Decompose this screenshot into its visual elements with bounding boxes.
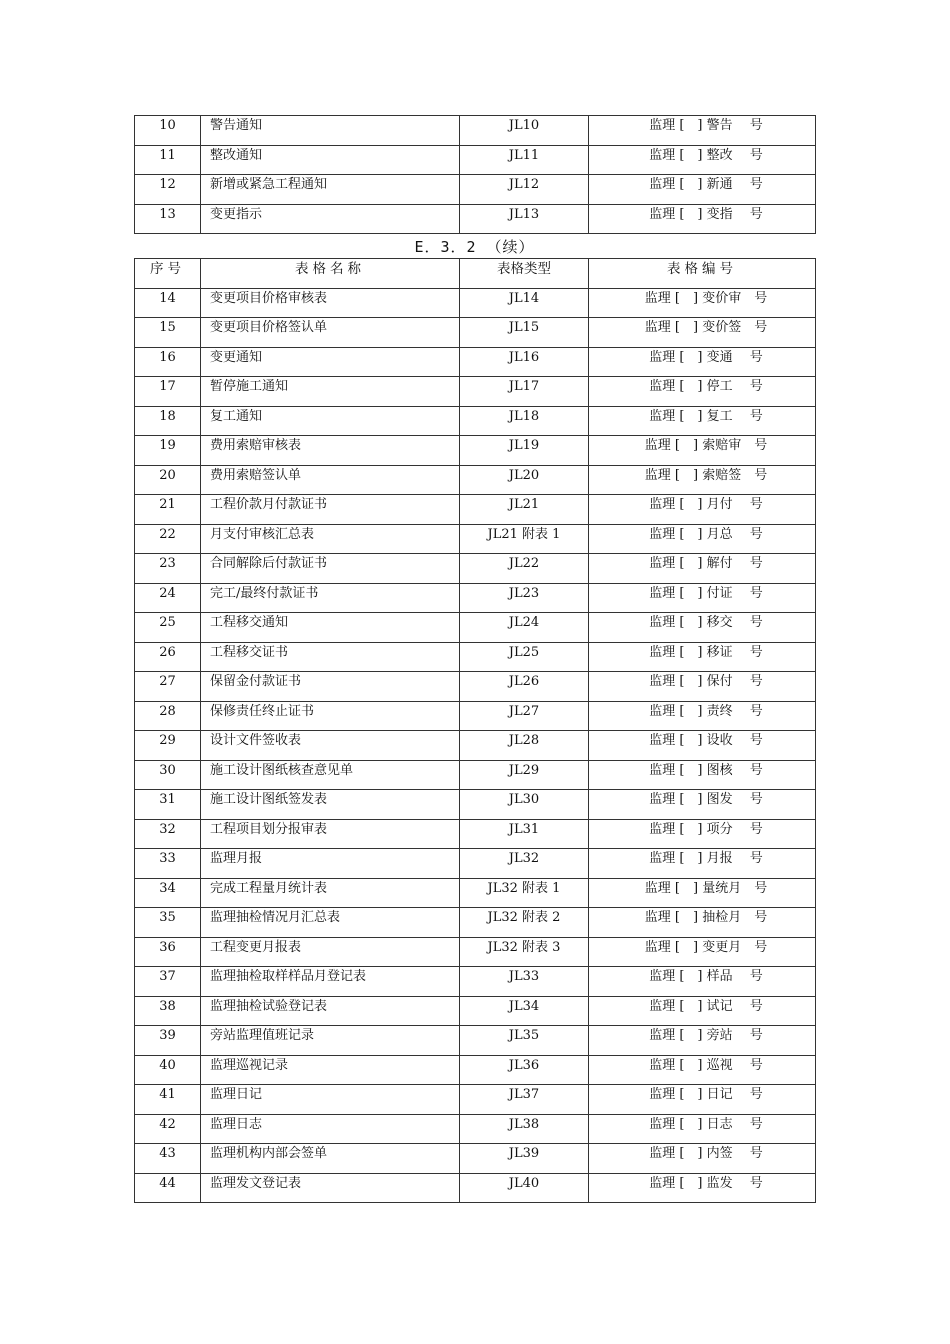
form-name: 费用索赔签认单 <box>201 465 460 495</box>
row-number: 31 <box>135 790 201 820</box>
row-number: 22 <box>135 524 201 554</box>
row-number: 23 <box>135 554 201 584</box>
table-row <box>135 116 816 146</box>
form-code: 监理 [ ] 旁站 号 <box>589 1026 816 1056</box>
form-type: JL27 <box>460 701 589 731</box>
form-type: JL24 <box>460 613 589 643</box>
form-type: JL30 <box>460 790 589 820</box>
table-row <box>135 701 816 731</box>
form-type: JL25 <box>460 642 589 672</box>
form-code: 监理 [ ] 月报 号 <box>589 849 816 879</box>
form-type: JL32 <box>460 849 589 879</box>
form-code: 监理 [ ] 月总 号 <box>589 524 816 554</box>
row-number: 33 <box>135 849 201 879</box>
form-code: 监理 [ ] 整改 号 <box>589 145 816 175</box>
row-number: 17 <box>135 377 201 407</box>
form-name: 监理月报 <box>201 849 460 879</box>
form-code: 监理 [ ] 图核 号 <box>589 760 816 790</box>
row-number: 13 <box>135 204 201 234</box>
form-code: 监理 [ ] 索赔签 号 <box>589 465 816 495</box>
form-type: JL10 <box>460 116 589 146</box>
row-number: 18 <box>135 406 201 436</box>
table-row <box>135 288 816 318</box>
form-type: JL20 <box>460 465 589 495</box>
form-type: JL11 <box>460 145 589 175</box>
table-caption: E．3．2 （续） <box>414 238 535 256</box>
form-type: JL19 <box>460 436 589 466</box>
form-code: 监理 [ ] 变价审 号 <box>589 288 816 318</box>
form-type: JL32 附表 3 <box>460 937 589 967</box>
form-type: JL40 <box>460 1173 589 1203</box>
form-name: 保修责任终止证书 <box>201 701 460 731</box>
forms-table-part1 <box>134 115 816 234</box>
table-row <box>135 583 816 613</box>
form-type: JL14 <box>460 288 589 318</box>
row-number: 20 <box>135 465 201 495</box>
form-type: JL13 <box>460 204 589 234</box>
form-code: 监理 [ ] 警告 号 <box>589 116 816 146</box>
form-type: JL21 附表 1 <box>460 524 589 554</box>
table-row <box>135 996 816 1026</box>
row-number: 24 <box>135 583 201 613</box>
table-row <box>135 495 816 525</box>
form-code: 监理 [ ] 新通 号 <box>589 175 816 205</box>
row-number: 42 <box>135 1114 201 1144</box>
form-type: JL33 <box>460 967 589 997</box>
form-code: 监理 [ ] 索赔审 号 <box>589 436 816 466</box>
form-name: 工程项目划分报审表 <box>201 819 460 849</box>
header-type: 表格类型 <box>460 259 589 289</box>
form-type: JL15 <box>460 318 589 348</box>
table-row <box>135 465 816 495</box>
form-type: JL18 <box>460 406 589 436</box>
table-row <box>135 406 816 436</box>
form-code: 监理 [ ] 月付 号 <box>589 495 816 525</box>
form-name: 设计文件签收表 <box>201 731 460 761</box>
table-row <box>135 878 816 908</box>
row-number: 19 <box>135 436 201 466</box>
form-name: 保留金付款证书 <box>201 672 460 702</box>
form-type: JL12 <box>460 175 589 205</box>
row-number: 14 <box>135 288 201 318</box>
table-row <box>135 318 816 348</box>
header-name: 表格名称 <box>201 259 460 289</box>
form-name: 变更项目价格审核表 <box>201 288 460 318</box>
row-number: 29 <box>135 731 201 761</box>
form-name: 完成工程量月统计表 <box>201 878 460 908</box>
header-code: 表格编号 <box>589 259 816 289</box>
form-code: 监理 [ ] 日记 号 <box>589 1085 816 1115</box>
table-row <box>135 849 816 879</box>
row-number: 12 <box>135 175 201 205</box>
form-name: 监理抽检情况月汇总表 <box>201 908 460 938</box>
form-code: 监理 [ ] 监发 号 <box>589 1173 816 1203</box>
row-number: 39 <box>135 1026 201 1056</box>
form-type: JL28 <box>460 731 589 761</box>
table-row <box>135 790 816 820</box>
row-number: 26 <box>135 642 201 672</box>
table-row <box>135 908 816 938</box>
table-row <box>135 204 816 234</box>
row-number: 38 <box>135 996 201 1026</box>
form-name: 完工/最终付款证书 <box>201 583 460 613</box>
form-code: 监理 [ ] 项分 号 <box>589 819 816 849</box>
form-code: 监理 [ ] 抽检月 号 <box>589 908 816 938</box>
forms-table-part1-body <box>135 116 816 234</box>
form-type: JL26 <box>460 672 589 702</box>
form-code: 监理 [ ] 移证 号 <box>589 642 816 672</box>
form-type: JL16 <box>460 347 589 377</box>
form-code: 监理 [ ] 变通 号 <box>589 347 816 377</box>
row-number: 36 <box>135 937 201 967</box>
form-name: 变更指示 <box>201 204 460 234</box>
form-type: JL23 <box>460 583 589 613</box>
row-number: 35 <box>135 908 201 938</box>
form-name: 旁站监理值班记录 <box>201 1026 460 1056</box>
form-code: 监理 [ ] 设收 号 <box>589 731 816 761</box>
form-name: 施工设计图纸签发表 <box>201 790 460 820</box>
form-name: 监理巡视记录 <box>201 1055 460 1085</box>
form-code: 监理 [ ] 变指 号 <box>589 204 816 234</box>
table-row <box>135 377 816 407</box>
table-row <box>135 145 816 175</box>
table-row <box>135 937 816 967</box>
form-name: 工程移交通知 <box>201 613 460 643</box>
form-code: 监理 [ ] 量统月 号 <box>589 878 816 908</box>
row-number: 28 <box>135 701 201 731</box>
form-type: JL37 <box>460 1085 589 1115</box>
form-code: 监理 [ ] 责终 号 <box>589 701 816 731</box>
form-name: 监理抽检试验登记表 <box>201 996 460 1026</box>
form-code: 监理 [ ] 样品 号 <box>589 967 816 997</box>
form-type: JL39 <box>460 1144 589 1174</box>
form-name: 警告通知 <box>201 116 460 146</box>
form-type: JL36 <box>460 1055 589 1085</box>
row-number: 11 <box>135 145 201 175</box>
form-type: JL29 <box>460 760 589 790</box>
form-name: 监理机构内部会签单 <box>201 1144 460 1174</box>
table-row <box>135 672 816 702</box>
form-type: JL21 <box>460 495 589 525</box>
form-name: 变更通知 <box>201 347 460 377</box>
form-type: JL35 <box>460 1026 589 1056</box>
table-row <box>135 1055 816 1085</box>
table-row <box>135 524 816 554</box>
form-type: JL38 <box>460 1114 589 1144</box>
form-name: 新增或紧急工程通知 <box>201 175 460 205</box>
form-name: 工程移交证书 <box>201 642 460 672</box>
table-row <box>135 1173 816 1203</box>
table-row <box>135 554 816 584</box>
table-row <box>135 1085 816 1115</box>
form-code: 监理 [ ] 保付 号 <box>589 672 816 702</box>
forms-table-part2 <box>134 258 816 1203</box>
table-row <box>135 967 816 997</box>
row-number: 30 <box>135 760 201 790</box>
form-type: JL32 附表 2 <box>460 908 589 938</box>
table-row <box>135 1144 816 1174</box>
form-code: 监理 [ ] 付证 号 <box>589 583 816 613</box>
form-name: 变更项目价格签认单 <box>201 318 460 348</box>
table-row <box>135 1114 816 1144</box>
form-code: 监理 [ ] 巡视 号 <box>589 1055 816 1085</box>
form-name: 复工通知 <box>201 406 460 436</box>
table-row <box>135 642 816 672</box>
form-name: 工程价款月付款证书 <box>201 495 460 525</box>
form-name: 暂停施工通知 <box>201 377 460 407</box>
form-code: 监理 [ ] 移交 号 <box>589 613 816 643</box>
row-number: 16 <box>135 347 201 377</box>
row-number: 27 <box>135 672 201 702</box>
form-type: JL34 <box>460 996 589 1026</box>
table-row <box>135 760 816 790</box>
form-type: JL32 附表 1 <box>460 878 589 908</box>
form-name: 整改通知 <box>201 145 460 175</box>
table-header-row <box>135 259 816 289</box>
form-name: 监理日志 <box>201 1114 460 1144</box>
form-name: 施工设计图纸核查意见单 <box>201 760 460 790</box>
form-name: 工程变更月报表 <box>201 937 460 967</box>
table-row <box>135 819 816 849</box>
form-type: JL31 <box>460 819 589 849</box>
form-code: 监理 [ ] 变更月 号 <box>589 937 816 967</box>
form-code: 监理 [ ] 解付 号 <box>589 554 816 584</box>
row-number: 41 <box>135 1085 201 1115</box>
row-number: 37 <box>135 967 201 997</box>
row-number: 44 <box>135 1173 201 1203</box>
form-code: 监理 [ ] 图发 号 <box>589 790 816 820</box>
form-code: 监理 [ ] 变价签 号 <box>589 318 816 348</box>
form-name: 费用索赔审核表 <box>201 436 460 466</box>
row-number: 15 <box>135 318 201 348</box>
table-row <box>135 1026 816 1056</box>
form-name: 监理抽检取样样品月登记表 <box>201 967 460 997</box>
form-code: 监理 [ ] 试记 号 <box>589 996 816 1026</box>
form-code: 监理 [ ] 停工 号 <box>589 377 816 407</box>
forms-table-part2-body <box>135 288 816 1203</box>
row-number: 25 <box>135 613 201 643</box>
table-row <box>135 436 816 466</box>
form-code: 监理 [ ] 内签 号 <box>589 1144 816 1174</box>
row-number: 40 <box>135 1055 201 1085</box>
row-number: 10 <box>135 116 201 146</box>
form-name: 合同解除后付款证书 <box>201 554 460 584</box>
row-number: 34 <box>135 878 201 908</box>
table-row <box>135 175 816 205</box>
table-row <box>135 347 816 377</box>
table-row <box>135 613 816 643</box>
table-row <box>135 731 816 761</box>
form-name: 监理发文登记表 <box>201 1173 460 1203</box>
form-code: 监理 [ ] 日志 号 <box>589 1114 816 1144</box>
form-name: 月支付审核汇总表 <box>201 524 460 554</box>
form-name: 监理日记 <box>201 1085 460 1115</box>
header-no: 序号 <box>135 259 201 289</box>
row-number: 32 <box>135 819 201 849</box>
form-type: JL17 <box>460 377 589 407</box>
row-number: 21 <box>135 495 201 525</box>
row-number: 43 <box>135 1144 201 1174</box>
form-code: 监理 [ ] 复工 号 <box>589 406 816 436</box>
form-type: JL22 <box>460 554 589 584</box>
